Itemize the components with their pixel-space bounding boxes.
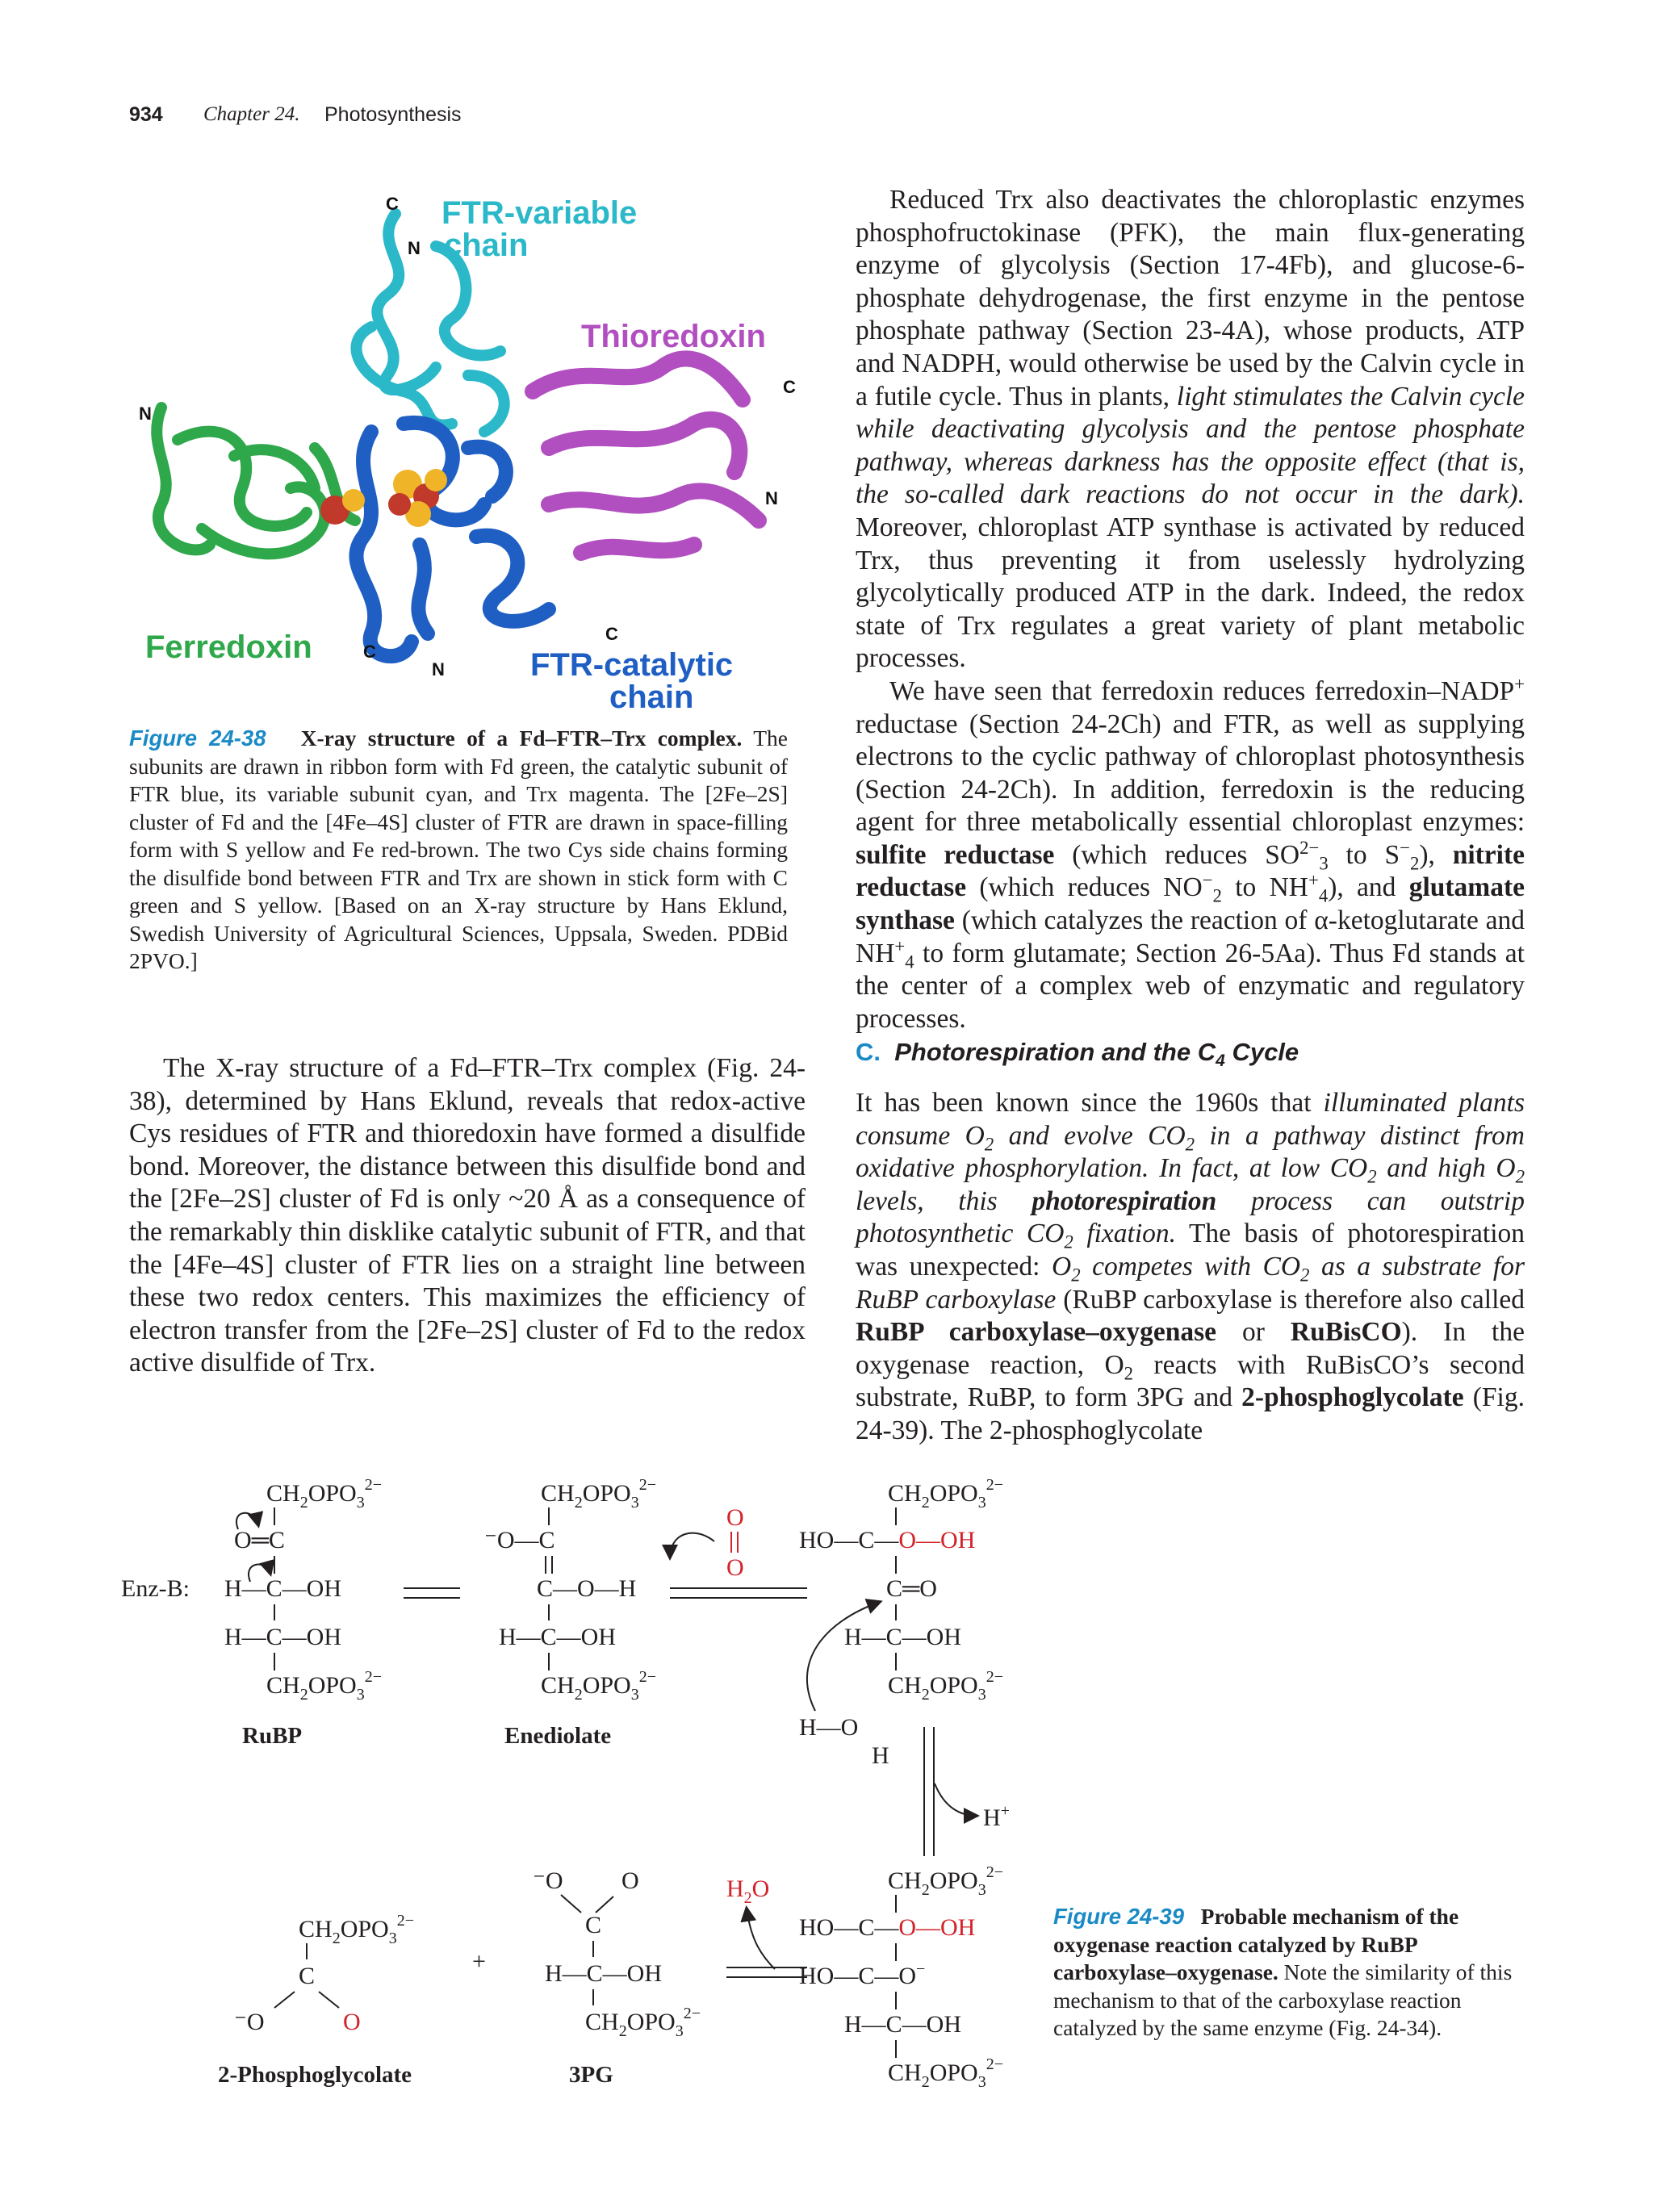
svg-text:H—C—OH: H—C—OH [844,1624,962,1650]
protein-structure-figure [129,182,807,714]
svg-text:H2O: $H_2O$ [726,1875,770,1907]
svg-text:CH2OPO32−: $CH_2OPO_3^{2-}$ [541,1476,656,1512]
protein-structure-image [129,182,807,714]
svg-text:O: O [621,1867,639,1894]
left-column-text [129,1052,806,1380]
svg-text:Enz-B:: Enz-B: [121,1575,190,1602]
chapter-title: Photosynthesis [324,103,462,126]
figure-24-38-title: X-ray structure of a Fd–FTR–Trx complex. [300,725,743,751]
svg-text:H+: H+ [983,1802,1010,1831]
svg-text:⁻O: ⁻O [234,2009,265,2035]
svg-text:C: C [386,194,399,214]
figure-24-39-title: Probable mechanism of the oxygenase reaction catalyzed by RuBP carboxylase–oxygenase. [1053,1904,1459,1984]
svg-text:⁻O—C: ⁻O—C [484,1527,555,1553]
svg-text:CH2OPO32−: $CH_2OPO_3^{2-}$ [888,2055,1003,2091]
svg-text:H—O: H—O [799,1714,859,1741]
svg-text:HO—C—O—OH: HO—C—O—OH [799,1914,976,1941]
svg-text:O: O [343,2009,361,2035]
svg-text:CH2OPO32−: $CH_2OPO_3^{2-}$ [266,1668,382,1704]
label-ftr-variable-chain: chain [444,228,529,263]
svg-text:H—C—OH: H—C—OH [224,1575,342,1602]
svg-text:CH2OPO32−: $CH_2OPO_3^{2-}$ [299,1912,414,1947]
svg-text:CH2OPO32−: $CH_2OPO_3^{2-}$ [888,1668,1003,1704]
right-column-text [856,184,1525,1035]
svg-text:CH2OPO32−: $CH_2OPO_3^{2-}$ [888,1476,1003,1512]
label-ferredoxin: Ferredoxin [145,629,312,665]
svg-text:N: N [408,238,421,258]
left-paragraph: The X-ray structure of a Fd–FTR–Trx complex (Fig. 24-38), determined by Hans Eklund, reveals that redox-active Cys residues of FTR and thioredoxin have formed a disulfide bond. Moreover, the distance between this disulfide bond and the [2Fe–2S] cluster of Fd is only ~20 Å as a consequence of the remarkably thin disklike catalytic subunit of FTR, and that the [4Fe–4S] cluster of FTR lies on a straight line between these two redox centers. This maximizes the efficiency of electron transfer from the [2Fe–2S] cluster of Fd to the redox active disulfide of Trx. [129,1053,806,1378]
svg-text:CH2OPO32−: $CH_2OPO_3^{2-}$ [888,1863,1003,1899]
svg-text:⁻O: ⁻O [533,1867,563,1894]
label-ftr-variable: FTR-variable [441,195,638,231]
svg-text:N: N [432,659,445,679]
svg-text:O: O [726,1554,744,1581]
svg-text:H—C—OH: H—C—OH [545,1960,663,1987]
figure-24-39-body: Note the similarity of this mechanism to that of the carboxylase reaction catalyzed by the same enzyme (Fig. 24-34). [1053,1959,1513,2040]
label-ftr-catalytic: FTR-catalytic [530,647,734,683]
oxygenase-mechanism [113,1469,1049,2098]
svg-text:C: C [363,642,376,662]
label-thioredoxin: Thioredoxin [581,319,766,354]
ftr-catalytic-ribbon [356,423,549,656]
svg-text:+: + [472,1948,486,1975]
3pg-structure [533,1867,701,2088]
svg-text:C—O—H: C—O—H [537,1575,637,1602]
figure-24-39-caption [1053,1903,1530,2043]
chapter-label: Chapter 24. [203,103,300,125]
svg-text:C: C [605,624,618,644]
svg-text:H—C—OH: H—C—OH [224,1624,342,1650]
svg-text:C: C [299,1963,316,1989]
reaction-scheme [113,1469,1049,2098]
svg-text:HO—C—O—OH: HO—C—O—OH [799,1527,976,1553]
svg-text:C: C [585,1912,602,1938]
svg-text:RuBP: RuBP [242,1723,303,1749]
section-title: C. Photorespiration and the $C_4$ Cycle [856,1038,1299,1071]
svg-text:HO—C—O−: HO—C—O− [799,1960,926,1989]
right-paragraph-1: Reduced Trx also deactivates the chloroplastic enzymes phosphofructokinase (PFK), the main flux-generating enzyme of glycolysis (Section 17-4Fb), and glucose-6-phosphate dehydrogenase, the first enzyme in the pentose phosphate pathway (Section 23-4A), whose products, ATP and NADPH, would otherwise be used by the Calvin cycle in a futile cycle. Thus in plants, light stimulates the Calvin cycle while deactivating glycolysis and the pentose phosphate pathway, whereas darkness has the opposite effect (that is, the so-called dark reactions do not occur in the dark). Moreover, chloroplast ATP synthase is activated by reduced Trx, thus preventing it from uselessly hydrolyzing glycolytically produced ATP in the dark. Indeed, the redox state of Trx regulates a great variety of plant metabolic processes. [856,185,1525,674]
svg-text:H: H [872,1742,889,1769]
fe-s-clusters [320,469,447,527]
page-number: 934 [129,103,163,126]
svg-text:N: N [139,404,152,424]
svg-text:O═C: O═C [234,1527,285,1553]
svg-text:2-Phosphoglycolate: 2-Phosphoglycolate [218,2062,412,2088]
svg-text:CH2OPO32−: $CH_2OPO_3^{2-}$ [585,2005,701,2040]
svg-text:N: N [765,488,778,508]
svg-text:3PG: 3PG [569,2062,613,2088]
figure-24-38-label: Figure 24-38 [129,725,266,751]
svg-text:Enediolate: Enediolate [504,1723,612,1749]
figure-24-38-body: The subunits are drawn in ribbon form with Fd green, the catalytic subunit of FTR blue, its variable subunit cyan, and Trx magenta. The [2Fe–2S] cluster of Fd and the [4Fe–4S] cluster of FTR are drawn in space-filling form with S yellow and Fe red-brown. The two Cys side chains forming the disulfide bond between FTR and Trx are shown in stick form with C green and S yellow. [Based on an X-ray structure by Hans Eklund, Swedish University of Agricultural Sciences, Uppsala, Sweden. PDBid 2PVO.] [129,725,788,973]
gem-diol-structure [799,1863,1003,2091]
svg-text:CH2OPO32−: $CH_2OPO_3^{2-}$ [541,1668,656,1704]
hydroperoxide-structure [799,1476,1003,1769]
right-paragraph-2: We have seen that ferredoxin reduces ferredoxin–NADP+ reductase (Section 24-2Ch) and FTR, as well as supplying electrons to the cyclic pathway of chloroplast photosynthesis (Section 24-2Ch). In addition, ferredoxin is the reducing agent for three metabolically essential chloroplast enzymes: sulfite reductase (which reduces $SO^{2-}_3$ to $S^-_2$), nitrite reductase (which reduces $NO^-_2$ to $NH^+_4$), and glutamate synthase (which catalyzes the reaction of α-ketoglutarate and $NH^+_4$ to form glutamate; Section 26-5Aa). Thus Fd stands at the center of a complex web of enzymatic and regulatory processes. [856,673,1525,1034]
phosphoglycolate-structure [218,1912,414,2088]
thioredoxin-ribbon [533,358,759,553]
figure-24-38-caption [129,725,788,976]
svg-text:H—C—OH: H—C—OH [499,1624,617,1650]
svg-text:C: C [783,377,796,397]
rubp-structure [121,1476,382,1749]
svg-text:C═O: C═O [886,1575,937,1602]
svg-text:O: O [726,1504,744,1531]
svg-text:CH2OPO32−: $CH_2OPO_3^{2-}$ [266,1476,382,1512]
figure-24-39-label: Figure 24-39 [1053,1904,1185,1929]
ferredoxin-ribbon [157,408,355,554]
label-ftr-catalytic-chain: chain [609,679,694,714]
svg-text:H—C—OH: H—C—OH [844,2011,962,2038]
right-paragraph-3: It has been known since the 1960s that illuminated plants consume $O_2$ and evolve $CO_2$ in a pathway distinct from oxidative phosphorylation. In fact, at low $CO_2$ and high $O_2$ levels, this photorespiration process can outstrip photosynthetic $CO_2$ fixation. The basis of photorespiration was unexpected: $O_2$ competes with $CO_2$ as a substrate for RuBP carboxylase (RuBP carboxylase is therefore also called RuBP carboxylase–oxygenase or RuBisCO). In the oxygenase reaction, $O_2$ reacts with RuBisCO’s second substrate, RuBP, to form 3PG and 2-phosphoglycolate (Fig. 24-39). The 2-phosphoglycolate [856,1088,1525,1445]
enediolate-structure [484,1476,744,1749]
photorespiration-text [856,1087,1525,1448]
